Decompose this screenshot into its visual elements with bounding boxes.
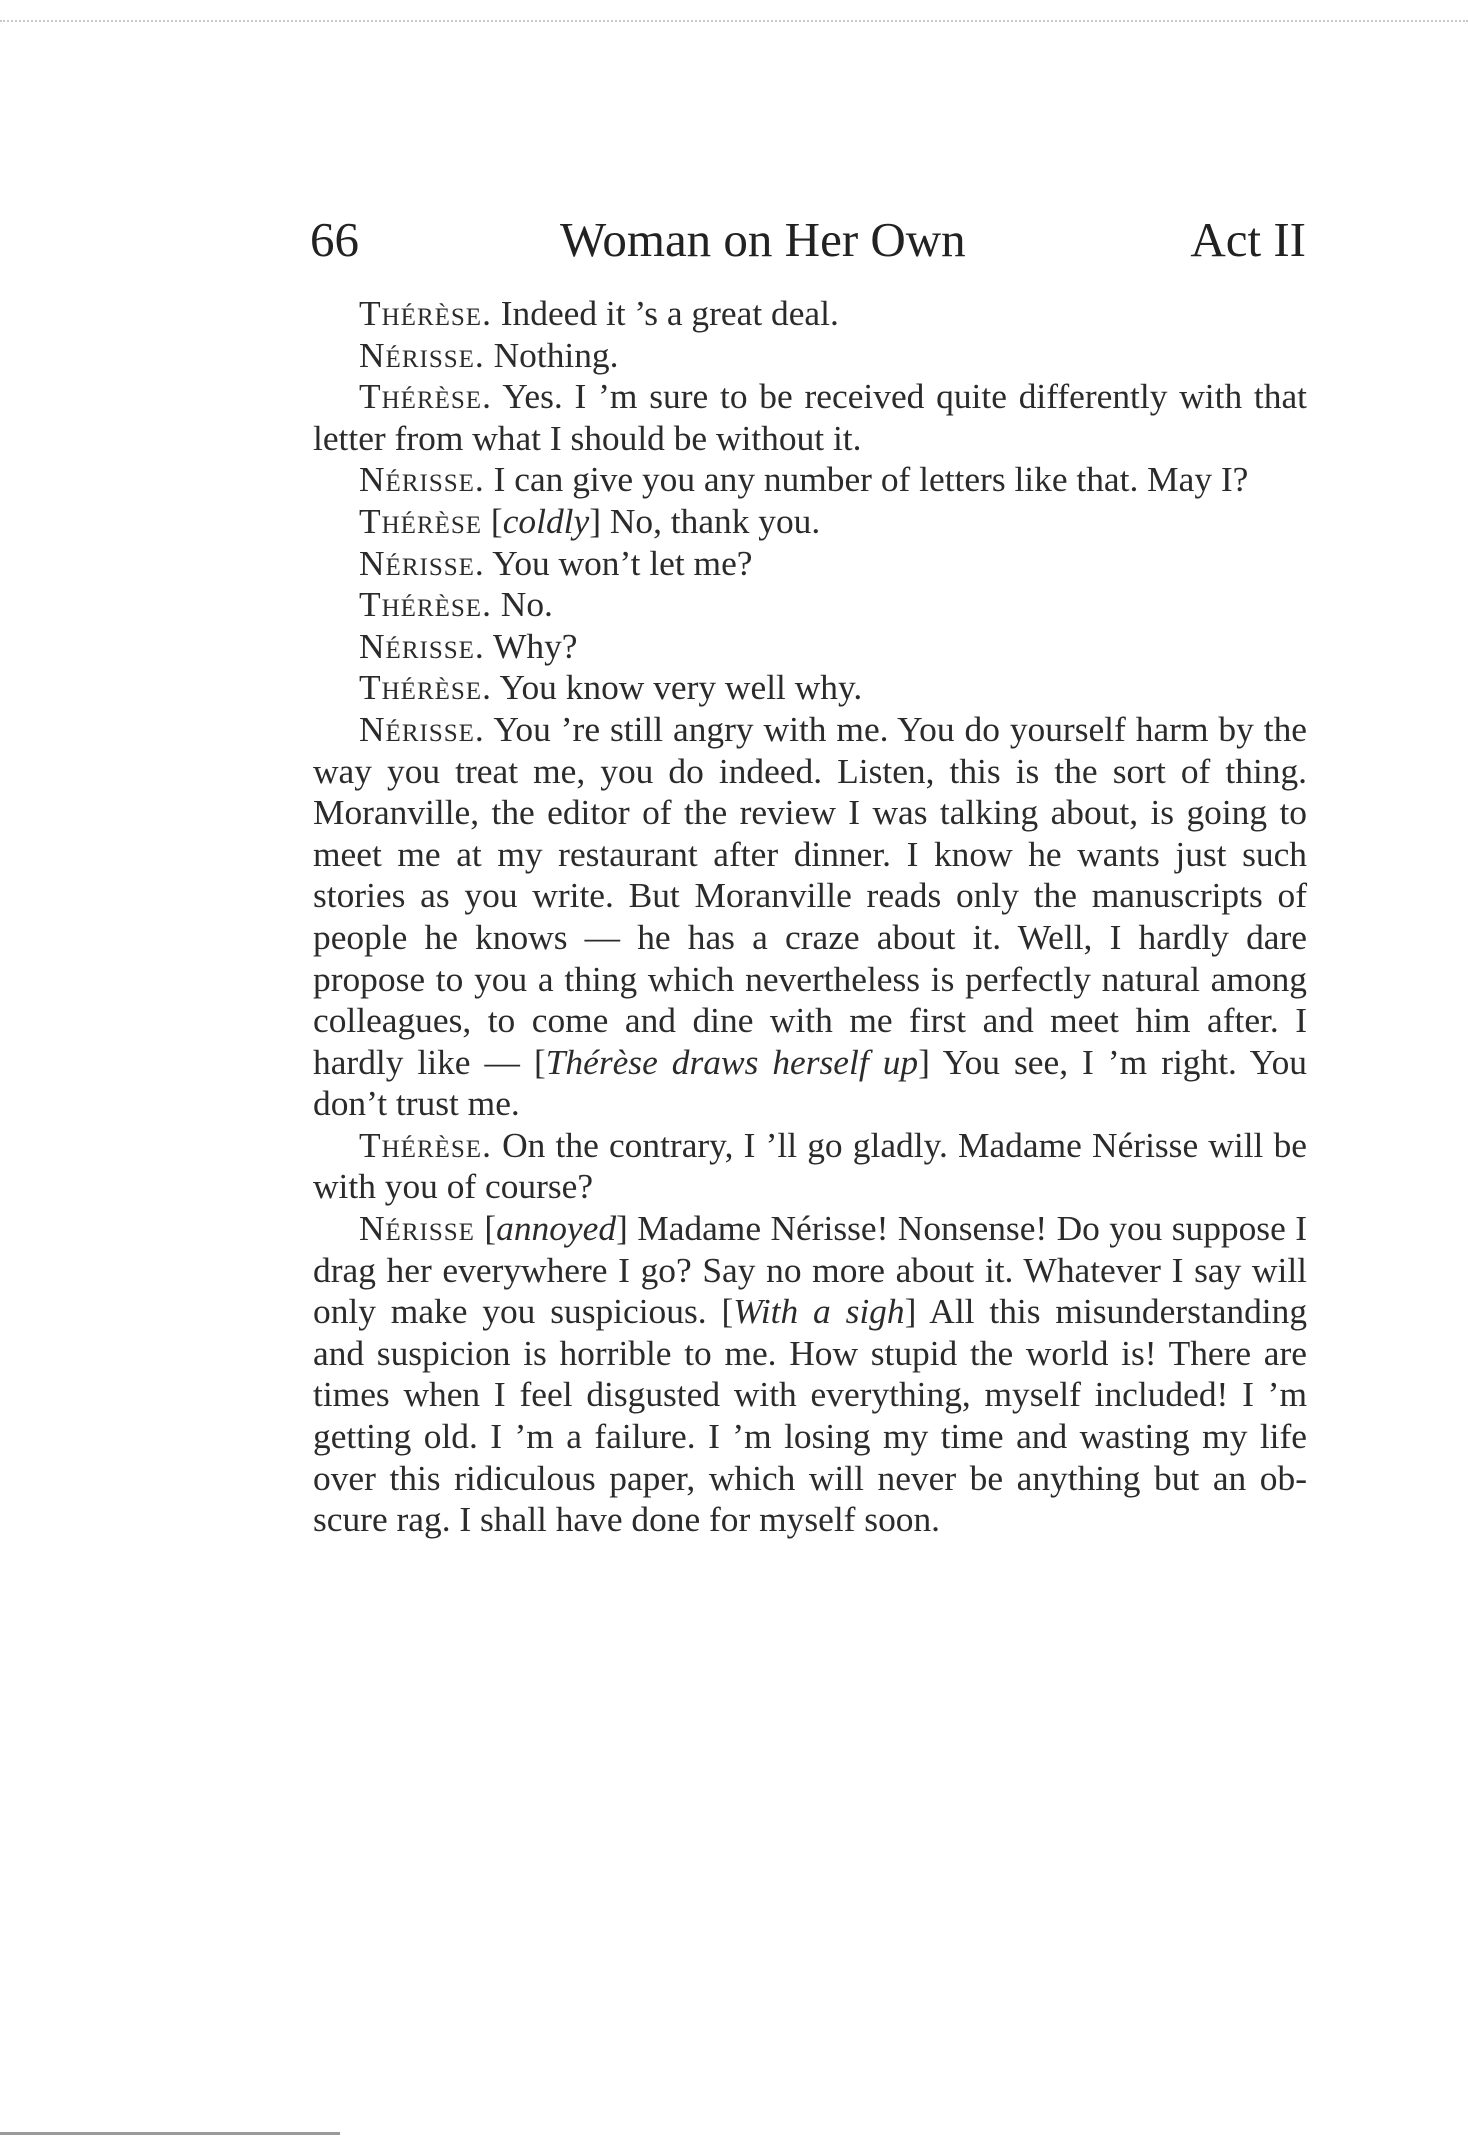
line-text: Why? xyxy=(484,625,578,666)
page-number: 66 xyxy=(310,212,359,267)
speaker-name: Nérisse. xyxy=(359,708,485,749)
line-text: You ’re still angry with me. You do yourself harm by the way you treat me, you do indeed. Listen, this is the sort of thing. Moranville, the editor of the review I was talking about, is going to meet me at my restaurant after dinner. I know he wants just such stories as you write. But Moranville reads only the manuscripts of people he knows — he has a craze about it. Well, I hardly dare propose to you a thing which nevertheless is perfectly natural among colleagues, to come and dine with me first and meet him after. I hardly like — xyxy=(313,708,1307,1082)
dialogue-line xyxy=(313,293,1307,335)
bottom-scan-edge xyxy=(0,2132,340,2135)
line-text: I can give you any number of letters like that. May I? xyxy=(484,459,1249,500)
speaker-name: Nérisse. xyxy=(359,334,485,375)
speaker-name: Thérèse. xyxy=(359,1124,492,1165)
bracket-open: [ xyxy=(721,1291,734,1332)
speaker-name: Thérèse. xyxy=(359,293,492,333)
speaker-name: Thérèse. xyxy=(359,376,492,417)
line-text: No. xyxy=(491,584,553,625)
top-scan-edge xyxy=(0,20,1468,22)
line-text: ] All this misunderstanding and suspicion is horrible to me. How stupid the world is! There are times when I feel disgusted with everything, myself included! I ’m getting old. I ’m a failure. I ’m losing my time and wasting my life over this ridiculous paper, which will never be anything but an obscure rag. I shall have done for myself soon. xyxy=(313,1291,1308,1540)
dialogue-body xyxy=(313,293,1307,1541)
dialogue-line xyxy=(313,1125,1307,1208)
line-text: ] No, thank you. xyxy=(589,500,821,541)
line-text: Indeed it ’s a great deal. xyxy=(491,293,839,333)
speaker-name: Nérisse. xyxy=(359,542,485,583)
act-label: Act II xyxy=(1190,212,1306,267)
line-text: On the contrary, I ’ll go gladly. Madame Nérisse will be with you of course? xyxy=(313,1124,1307,1207)
dialogue-line xyxy=(313,667,1307,709)
dialogue-line xyxy=(313,626,1307,668)
speaker-name: Thérèse. xyxy=(359,584,492,625)
stage-direction: With a sigh xyxy=(733,1291,905,1332)
dialogue-line xyxy=(313,709,1307,1125)
dialogue-line xyxy=(313,501,1307,543)
line-text: ] You see, I ’m right. You don’t trust me. xyxy=(313,1041,1307,1124)
speaker-name: Nérisse. xyxy=(359,625,485,666)
stage-direction: annoyed xyxy=(496,1208,617,1249)
speaker-name: Thérèse xyxy=(359,500,483,541)
speaker-name: Nérisse. xyxy=(359,459,485,500)
line-text: ] Madame Nérisse! Nonsense! Do you suppose I drag her everywhere I go? Say no more about it. Whatever I say will only make you suspicious. xyxy=(313,1208,1307,1332)
line-text: Yes. I ’m sure to be received quite differently with that letter from what I should be without it. xyxy=(313,376,1307,458)
speaker-name: Nérisse xyxy=(359,1208,475,1249)
speaker-name: Thérèse. xyxy=(359,667,492,708)
line-text: You know very well why. xyxy=(491,667,863,708)
line-text: You won’t let me? xyxy=(484,542,753,583)
dialogue-line xyxy=(313,335,1307,377)
dialogue-line xyxy=(313,1208,1307,1541)
dialogue-line xyxy=(313,376,1307,459)
bracket-open: [ xyxy=(474,1208,497,1249)
bracket-open: [ xyxy=(482,500,503,541)
dialogue-line xyxy=(313,584,1307,626)
running-header xyxy=(310,200,1310,280)
stage-direction: Thérèse draws herself up xyxy=(545,1041,919,1082)
dialogue-line xyxy=(313,543,1307,585)
bracket-open: [ xyxy=(533,1041,546,1082)
line-text: Nothing. xyxy=(484,334,619,375)
running-title: Woman on Her Own xyxy=(560,212,966,267)
stage-direction: coldly xyxy=(502,500,590,541)
dialogue-line xyxy=(313,459,1307,501)
